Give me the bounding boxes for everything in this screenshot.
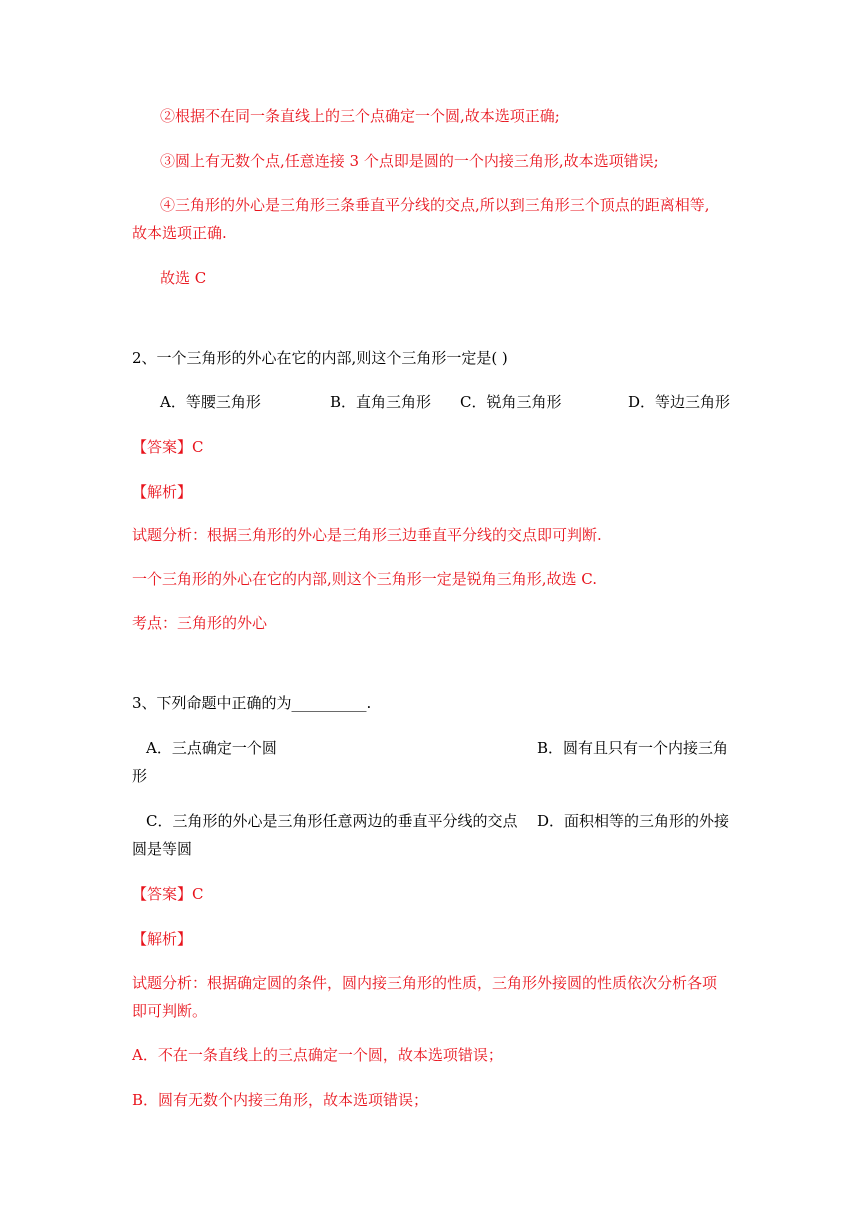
analysis-item-4-line1: ④三角形的外心是三角形三条垂直平分线的交点,所以到三角形三个顶点的距离相等,	[160, 196, 710, 214]
q2-analysis-1: 试题分析：根据三角形的外心是三角形三边垂直平分线的交点即可判断.	[132, 526, 602, 544]
q3-analysis-item-b: B．圆有无数个内接三角形，故本选项错误；	[132, 1091, 429, 1109]
q3-option-c: C．三角形的外心是三角形任意两边的垂直平分线的交点	[146, 812, 518, 830]
q2-option-a: A．等腰三角形	[160, 393, 261, 411]
q3-analysis-1-line1: 试题分析：根据确定圆的条件，圆内接三角形的性质，三角形外接圆的性质依次分析各项	[132, 974, 718, 992]
analysis-conclusion: 故选 C	[160, 269, 207, 287]
analysis-item-4-line2: 故本选项正确.	[132, 224, 227, 242]
q2-keypoint: 考点：三角形的外心	[132, 614, 268, 632]
q3-stem: 3、下列命题中正确的为__________.	[132, 694, 372, 712]
q3-option-d-line2: 圆是等圆	[132, 840, 193, 858]
q2-analysis-2: 一个三角形的外心在它的内部,则这个三角形一定是锐角三角形,故选 C.	[132, 570, 598, 588]
q3-analysis-item-a: A．不在一条直线上的三点确定一个圆，故本选项错误；	[132, 1046, 503, 1064]
q2-answer: 【答案】C	[132, 438, 204, 456]
analysis-item-2: ②根据不在同一条直线上的三个点确定一个圆,故本选项正确;	[160, 107, 560, 125]
q2-option-c: C．锐角三角形	[460, 393, 562, 411]
q2-stem: 2、一个三角形的外心在它的内部,则这个三角形一定是( )	[132, 349, 508, 367]
q3-option-b-line1: B．圆有且只有一个内接三角	[537, 739, 729, 757]
q3-option-d-line1: D．面积相等的三角形的外接	[537, 812, 730, 830]
q2-option-d: D．等边三角形	[628, 393, 731, 411]
q3-option-b-line2: 形	[132, 767, 148, 785]
q3-answer: 【答案】C	[132, 885, 204, 903]
q2-option-b: B．直角三角形	[330, 393, 432, 411]
analysis-item-3: ③圆上有无数个点,任意连接 3 个点即是圆的一个内接三角形,故本选项错误;	[160, 152, 659, 170]
q3-analysis-header: 【解析】	[132, 930, 193, 948]
q2-analysis-header: 【解析】	[132, 483, 193, 501]
q3-option-a: A．三点确定一个圆	[146, 739, 277, 757]
q3-analysis-1-line2: 即可判断。	[132, 1002, 208, 1020]
